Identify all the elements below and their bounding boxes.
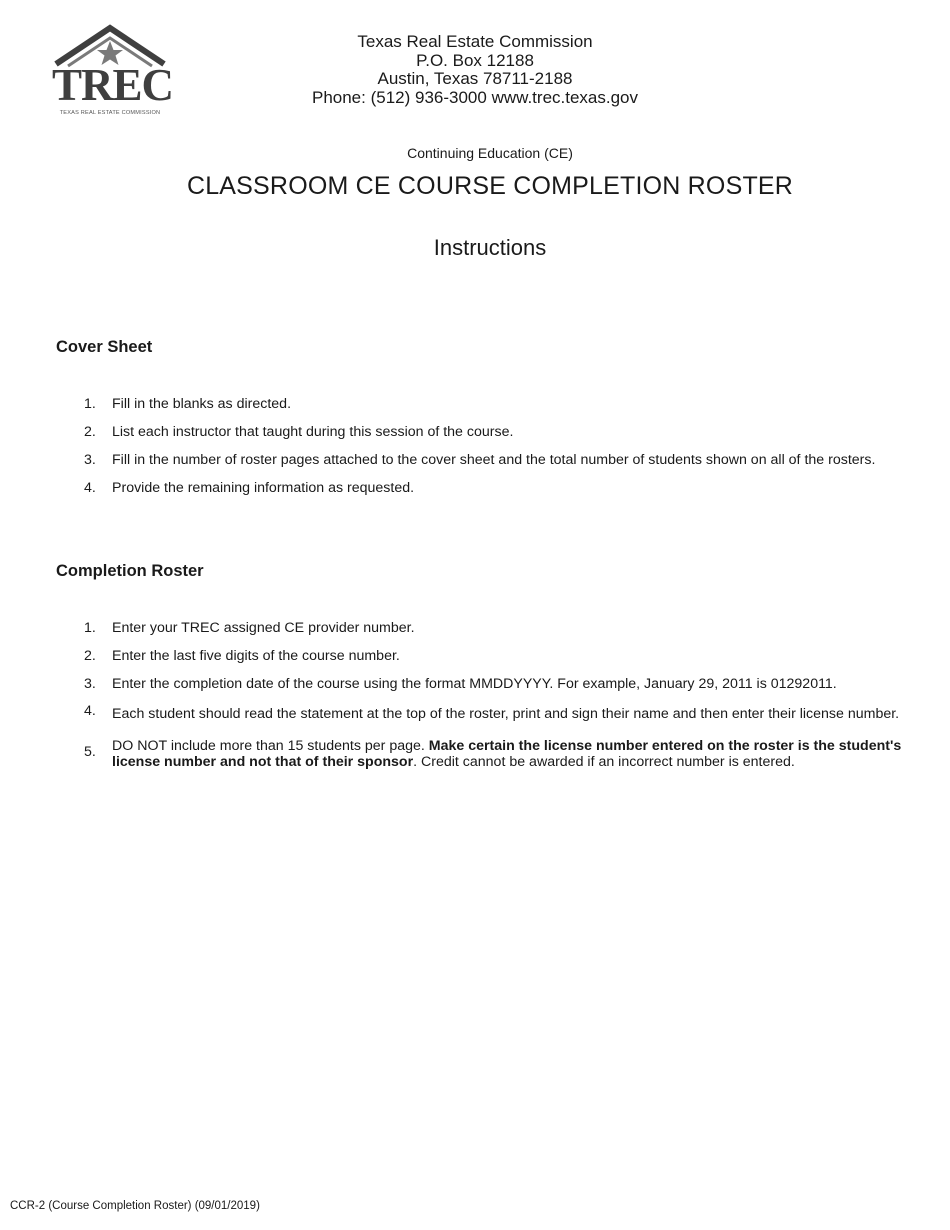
address-line-city: Austin, Texas 78711-2188 [377, 69, 573, 88]
list-item-text: Each student should read the statement at the top of the roster, print and sign their name and then enter their license number. [112, 706, 900, 722]
instructions-heading: Instructions [433, 235, 547, 260]
logo-caption: TEXAS REAL ESTATE COMMISSION [59, 110, 161, 116]
list-item [84, 703, 934, 722]
list-item-text [112, 738, 934, 770]
list-item-text: List each instructor that taught during this session of the course. [112, 424, 514, 440]
list-item-number: 3. [84, 452, 96, 468]
list-item [84, 424, 934, 440]
list-item-number: 4. [84, 480, 96, 496]
list-item-number: 2. [84, 648, 96, 664]
list-item-text-emphasis: Make certain the license number entered on the roster is the student's license number and not that of their sponsor [112, 738, 902, 770]
list-item-number: 3. [84, 676, 96, 692]
list-item-text: Provide the remaining information as requested. [112, 480, 415, 496]
list-item-number: 5. [84, 744, 96, 760]
document-subtitle: Continuing Education (CE) [407, 145, 573, 161]
list-item [84, 480, 934, 496]
completion-roster-heading: Completion Roster [56, 562, 204, 580]
list-item [84, 396, 934, 412]
address-block [235, 33, 715, 107]
list-item-text-plain-end: . Credit cannot be awarded if an incorrect number is entered. [413, 754, 795, 770]
list-item [84, 648, 934, 664]
list-item-text: Fill in the number of roster pages attached to the cover sheet and the total number of students shown on all of the rosters. [112, 452, 876, 468]
completion-roster-list [84, 620, 934, 770]
list-item-number: 1. [84, 396, 96, 412]
list-item-text: Enter the completion date of the course using the format MMDDYYYY. For example, January 29, 2011 is 01292011. [112, 676, 837, 692]
address-line-pobox: P.O. Box 12188 [416, 50, 534, 70]
trec-logo [52, 24, 174, 120]
list-item-text: Fill in the blanks as directed. [112, 396, 292, 412]
address-line-org: Texas Real Estate Commission [357, 32, 593, 51]
list-item [84, 452, 934, 468]
cover-sheet-list [84, 396, 934, 496]
page-title: CLASSROOM CE COURSE COMPLETION ROSTER [186, 172, 794, 200]
list-item-text-plain: DO NOT include more than 15 students per page. [112, 738, 429, 754]
list-item-number: 2. [84, 424, 96, 440]
logo-wordmark: TREC [52, 60, 174, 110]
cover-sheet-heading: Cover Sheet [56, 338, 153, 356]
list-item-text: Enter your TREC assigned CE provider number. [112, 620, 415, 636]
list-item [84, 620, 934, 636]
address-line-phone: Phone: (512) 936-3000 www.trec.texas.gov [311, 87, 639, 107]
list-item-number: 4. [84, 703, 96, 719]
list-item-text: Enter the last five digits of the course number. [112, 648, 400, 664]
list-item [84, 676, 934, 692]
list-item [84, 738, 934, 770]
form-footer-id: CCR-2 (Course Completion Roster) (09/01/2019) [10, 1200, 260, 1212]
list-item-number: 1. [84, 620, 96, 636]
